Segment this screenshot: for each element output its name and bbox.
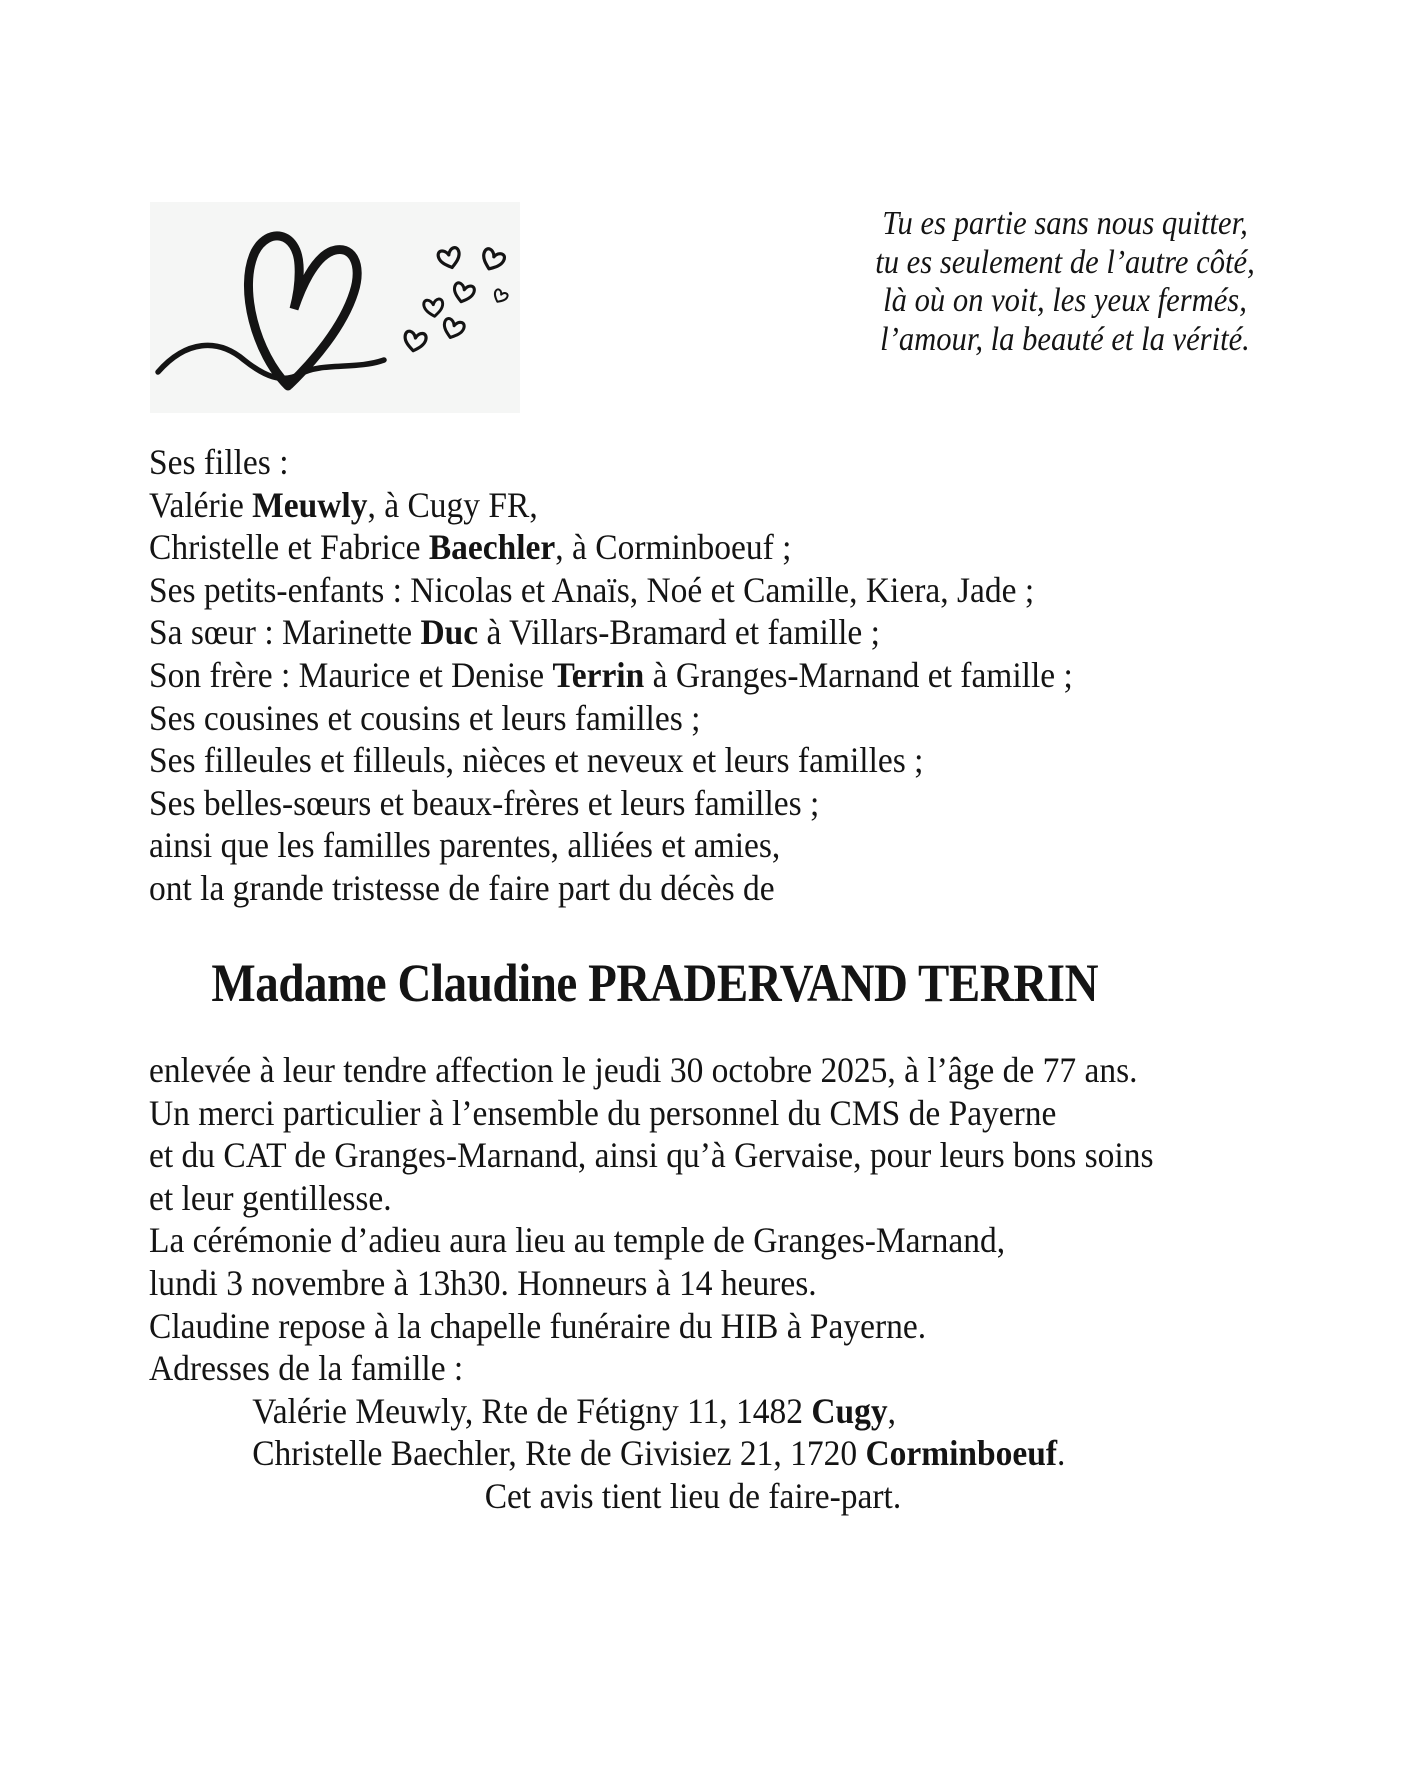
text-line: Ses filles : <box>149 442 289 482</box>
text-line: l’amour, la beauté et la vérité. <box>880 320 1250 358</box>
text-line: et leur gentillesse. <box>149 1177 392 1218</box>
text-line: Un merci particulier à l’ensemble du personnel du CMS de Payerne <box>149 1092 1057 1133</box>
family-list <box>149 441 1321 910</box>
mini-heart-icon <box>423 299 444 318</box>
text-line: Son frère : Maurice et Denise Terrin à Granges-Marnand et famille ; <box>149 654 1073 695</box>
text-line: Tu es partie sans nous quitter, <box>882 205 1248 242</box>
mini-heart-icon <box>441 318 465 341</box>
deceased-name-title: Madame Claudine PRADERVAND TERRIN <box>211 953 1099 1013</box>
text-line: Valérie Meuwly, Rte de Fétigny 11, 1482 Cugy, <box>252 1390 897 1431</box>
text-line: là où on voit, les yeux fermés, <box>883 282 1247 319</box>
text-line: Claudine repose à la chapelle funéraire du HIB à Payerne. <box>149 1305 927 1346</box>
memorial-quote <box>795 205 1335 359</box>
text-line: Sa sœur : Marinette Duc à Villars-Bramard et famille ; <box>149 612 880 653</box>
text-line: ont la grande tristesse de faire part du décès de <box>149 867 775 908</box>
mini-heart-icon <box>451 282 475 304</box>
text-line: Christelle Baechler, Rte de Givisiez 21, 1720 Corminboeuf. <box>252 1433 1066 1474</box>
text-line: Ses petits-enfants : Nicolas et Anaïs, Noé et Camille, Kiera, Jade ; <box>149 569 1035 610</box>
text-line: tu es seulement de l’autre côté, <box>875 243 1255 281</box>
text-line: Ses belles-sœurs et beaux-frères et leurs familles ; <box>149 782 820 823</box>
text-line: Christelle et Fabrice Baechler, à Corminboeuf ; <box>149 527 792 568</box>
text-line: enlevée à leur tendre affection le jeudi 30 octobre 2025, à l’âge de 77 ans. <box>149 1050 1138 1090</box>
mini-heart-icon <box>403 331 427 353</box>
mini-heart-icon <box>437 247 462 270</box>
mini-heart-icon <box>479 248 505 273</box>
mini-heart-icon <box>492 288 509 304</box>
text-line: Valérie Meuwly, à Cugy FR, <box>149 484 538 525</box>
heart-image <box>150 202 520 413</box>
text-line: Cet avis tient lieu de faire-part. <box>484 1475 902 1516</box>
text-line: ainsi que les familles parentes, alliées et amies, <box>149 825 781 866</box>
text-line: Ses filleules et filleuls, nièces et neveux et leurs familles ; <box>149 740 924 781</box>
text-line: La cérémonie d’adieu aura lieu au temple de Granges-Marnand, <box>149 1220 1006 1261</box>
announcement-details <box>149 1049 1321 1518</box>
text-line: lundi 3 novembre à 13h30. Honneurs à 14 heures. <box>149 1262 817 1303</box>
heart-swirl-icon <box>150 202 520 413</box>
text-line: et du CAT de Granges-Marnand, ainsi qu’à Gervaise, pour leurs bons soins <box>149 1135 1154 1176</box>
text-line: Ses cousines et cousins et leurs familles ; <box>149 697 701 738</box>
text-line: Adresses de la famille : <box>149 1348 464 1389</box>
